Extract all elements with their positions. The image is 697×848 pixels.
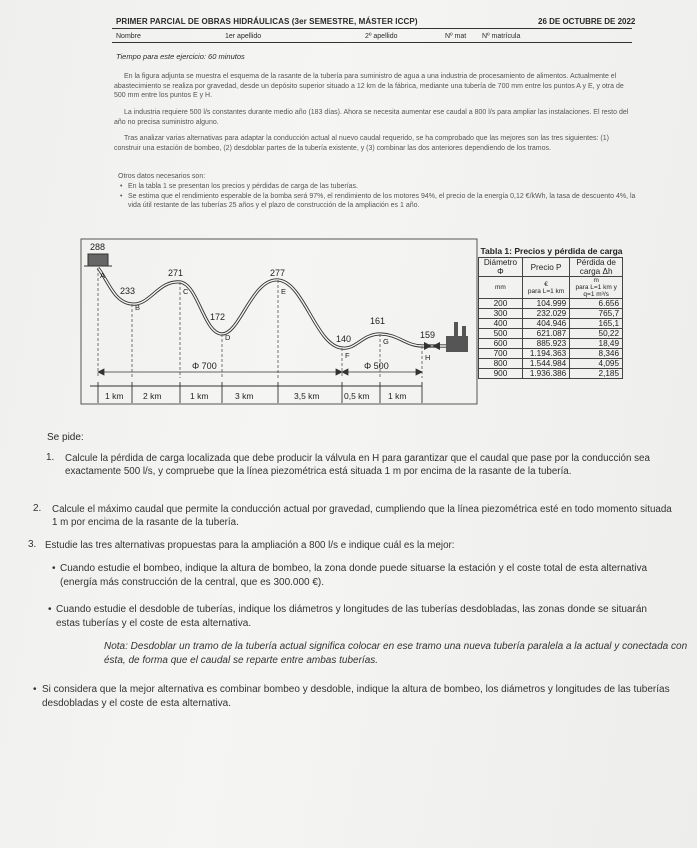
cell-price: 621.087 [522,329,569,339]
cell-price: 1.194.363 [522,349,569,359]
question-3-bullet-doubling: Cuando estudie el desdoble de tuberías, indique los diámetros y longitudes de las tuberías desdobladas, las zonas donde se situarán estas tuberías y el coste de esta alternativa. [56,604,647,629]
table-row [479,319,623,329]
valve-icon [424,342,440,350]
cell-loss: 4,095 [570,359,623,369]
col-header-diameter: Diámetro Φ [479,258,523,277]
reservoir-icon [84,254,112,266]
cell-loss: 2,185 [570,369,623,379]
cell-diameter: 500 [479,329,523,339]
cell-diameter: 700 [479,349,523,359]
field-nombre: Nombre [116,33,141,40]
factory-icon [446,322,468,352]
question-1: Calcule la pérdida de carga localizada que debe producir la válvula en H para garantizar que el caudal que pase por la conducción sea exactamente 500 l/s, y compruebe que la línea piezométrica está situada 1 m por encima de la rasante de la tubería. [65,453,650,477]
figure-frame [81,239,477,404]
question-3-bullet-pumping: Cuando estudie el bombeo, indique la altura de bombeo, la zona donde puede situarse la estación y el coste total de esta alternativa (energía más construcción de la central, que es 300.000 €). [60,563,648,588]
unit-loss: m para L=1 km y q=1 m³/s [570,277,623,299]
segment-length: 1 km [388,391,407,401]
question-number: 1. [46,452,55,463]
exam-date: 26 DE OCTUBRE DE 2022 [538,17,636,26]
elev-label-g: 161 [370,316,386,326]
intro-paragraph-3: Tras analizar varias alternativas para adaptar la conducción actual al nuevo caudal requerido, se ha comprobado que las mejores son las tres siguientes: (1) construir una estación de bombeo, (2) desdoblar partes de la tubería existente, y (3) combinar las dos anteriores dependiendo de los tramos. [114,135,609,152]
segment-length: 2 km [143,391,162,401]
cell-diameter: 800 [479,359,523,369]
cell-price: 404.946 [522,319,569,329]
segment-length: 1 km [105,391,124,401]
point-label-a: A [100,271,106,280]
elev-label-e: 277 [270,268,286,278]
segment-length: 3 km [235,391,254,401]
question-3: Estudie las tres alternativas propuestas para la ampliación a 800 l/s e indique cuál es la mejor: [45,540,455,551]
cell-loss: 6.656 [570,299,623,309]
other-data-label: Otros datos necesarios son: [118,173,206,180]
segment-length: 0,5 km [344,391,370,401]
elev-label-c: 271 [168,268,184,278]
field-n-matricula: Nº matrícula [482,33,521,40]
cell-loss: 18,49 [570,339,623,349]
diameter-700-label: Φ 700 [192,361,217,371]
bullet-dot: • [52,563,56,574]
cell-price: 232.029 [522,309,569,319]
unit-diameter: mm [479,277,523,299]
point-label-d: D [225,333,231,342]
elev-label-h: 159 [420,330,436,340]
col-header-price: Precio P [522,258,569,277]
point-label-b: B [135,303,141,312]
cell-loss: 165,1 [570,319,623,329]
table-row [479,329,623,339]
intro-paragraph-2: La industria requiere 500 l/s constantes durante medio año (183 días). Ahora se necesita aumentar ese caudal a 800 l/s para ampliar las instalaciones. El resto del año no precisa suministro alguno. [114,109,629,126]
cell-diameter: 600 [479,339,523,349]
intro-paragraph-1: En la figura adjunta se muestra el esquema de la rasante de la tubería para suministro de agua a una industria de procesamiento de alimentos. Actualmente el abastecimiento se realiza por gravedad, desde un depósito superior situado a 12 km de la fábrica, mediante una tubería de 700 mm entre los puntos A y E, y otra de 500 mm entre los puntos E y H. [114,73,624,99]
questions-heading: Se pide: [47,432,84,443]
table-row [479,369,623,379]
list-item: • En la tabla 1 se presentan los precios y pérdidas de carga de las tuberías. [120,182,640,192]
segment-length: 1 km [190,391,209,401]
bullet-dot: • [48,604,52,615]
cell-price: 104.999 [522,299,569,309]
list-item: • Se estima que el rendimiento esperable de la bomba será 97%, el rendimiento de los motores 94%, el precio de la energía 0,12 €/kWh, la tasa de descuento 4%, la vida útil restante de las tuberías 25 años y el plazo de construcción de la ampliación es 1 año. [120,192,640,211]
elev-label-b: 233 [120,286,136,296]
cell-diameter: 400 [479,319,523,329]
field-apellido2: 2º apellido [365,33,398,40]
unit-price: € para L=1 km [522,277,569,299]
elev-label-a: 288 [90,242,106,252]
question-2: Calcule el máximo caudal que permite la conducción actual por gravedad, cumpliendo que la línea piezométrica esté en todo momento situada 1 m por encima de la rasante de la tubería. [52,504,672,528]
cell-price: 1.544.984 [522,359,569,369]
table-row [479,349,623,359]
field-n-mat: Nº mat [445,33,467,40]
header-rule-2 [112,42,632,43]
elev-label-d: 172 [210,312,226,322]
header-rule [112,28,632,29]
pipeline-profile-figure [80,238,480,408]
point-label-h: H [425,353,431,362]
question-number: 2. [33,503,42,514]
table-row [479,359,623,369]
point-label-f: F [345,351,350,360]
table-row [479,309,623,319]
cell-loss: 765,7 [570,309,623,319]
point-label-c: C [183,287,189,296]
diameter-500-label: Φ 500 [364,361,389,371]
table-caption: Tabla 1: Precios y pérdida de carga [480,246,623,256]
cell-price: 885.923 [522,339,569,349]
point-label-g: G [383,337,389,346]
exam-title: PRIMER PARCIAL DE OBRAS HIDRÁULICAS (3er SEMESTRE, MÁSTER ICCP) [116,17,418,26]
segment-length: 3,5 km [294,391,320,401]
question-number: 3. [28,539,37,550]
col-header-loss: Pérdida de carga Δh [570,258,623,277]
cell-loss: 8,346 [570,349,623,359]
point-label-e: E [281,287,287,296]
elev-label-f: 140 [336,334,352,344]
price-loss-table [478,246,623,379]
field-apellido1: 1er apellido [225,33,262,40]
cell-diameter: 300 [479,309,523,319]
table-row [479,299,623,309]
cell-loss: 50,22 [570,329,623,339]
cell-diameter: 200 [479,299,523,309]
doubling-note: Nota: Desdoblar un tramo de la tubería actual significa colocar en ese tramo una nueva tubería paralela a la actual y conectada con ésta, de forma que el caudal se reparte entre ambas tuberías. [104,641,688,666]
other-data-list [120,182,640,211]
time-allowed: Tiempo para este ejercicio: 60 minutos [116,52,245,61]
question-3-bullet-combined: Si considera que la mejor alternativa es combinar bombeo y desdoble, indique la altura de bombeo, los diámetros y longitudes de las tuberías desdobladas y el coste de esta alternativa. [42,684,670,709]
cell-price: 1.936.386 [522,369,569,379]
bullet-dot: • [33,684,37,695]
table-row [479,339,623,349]
cell-diameter: 900 [479,369,523,379]
